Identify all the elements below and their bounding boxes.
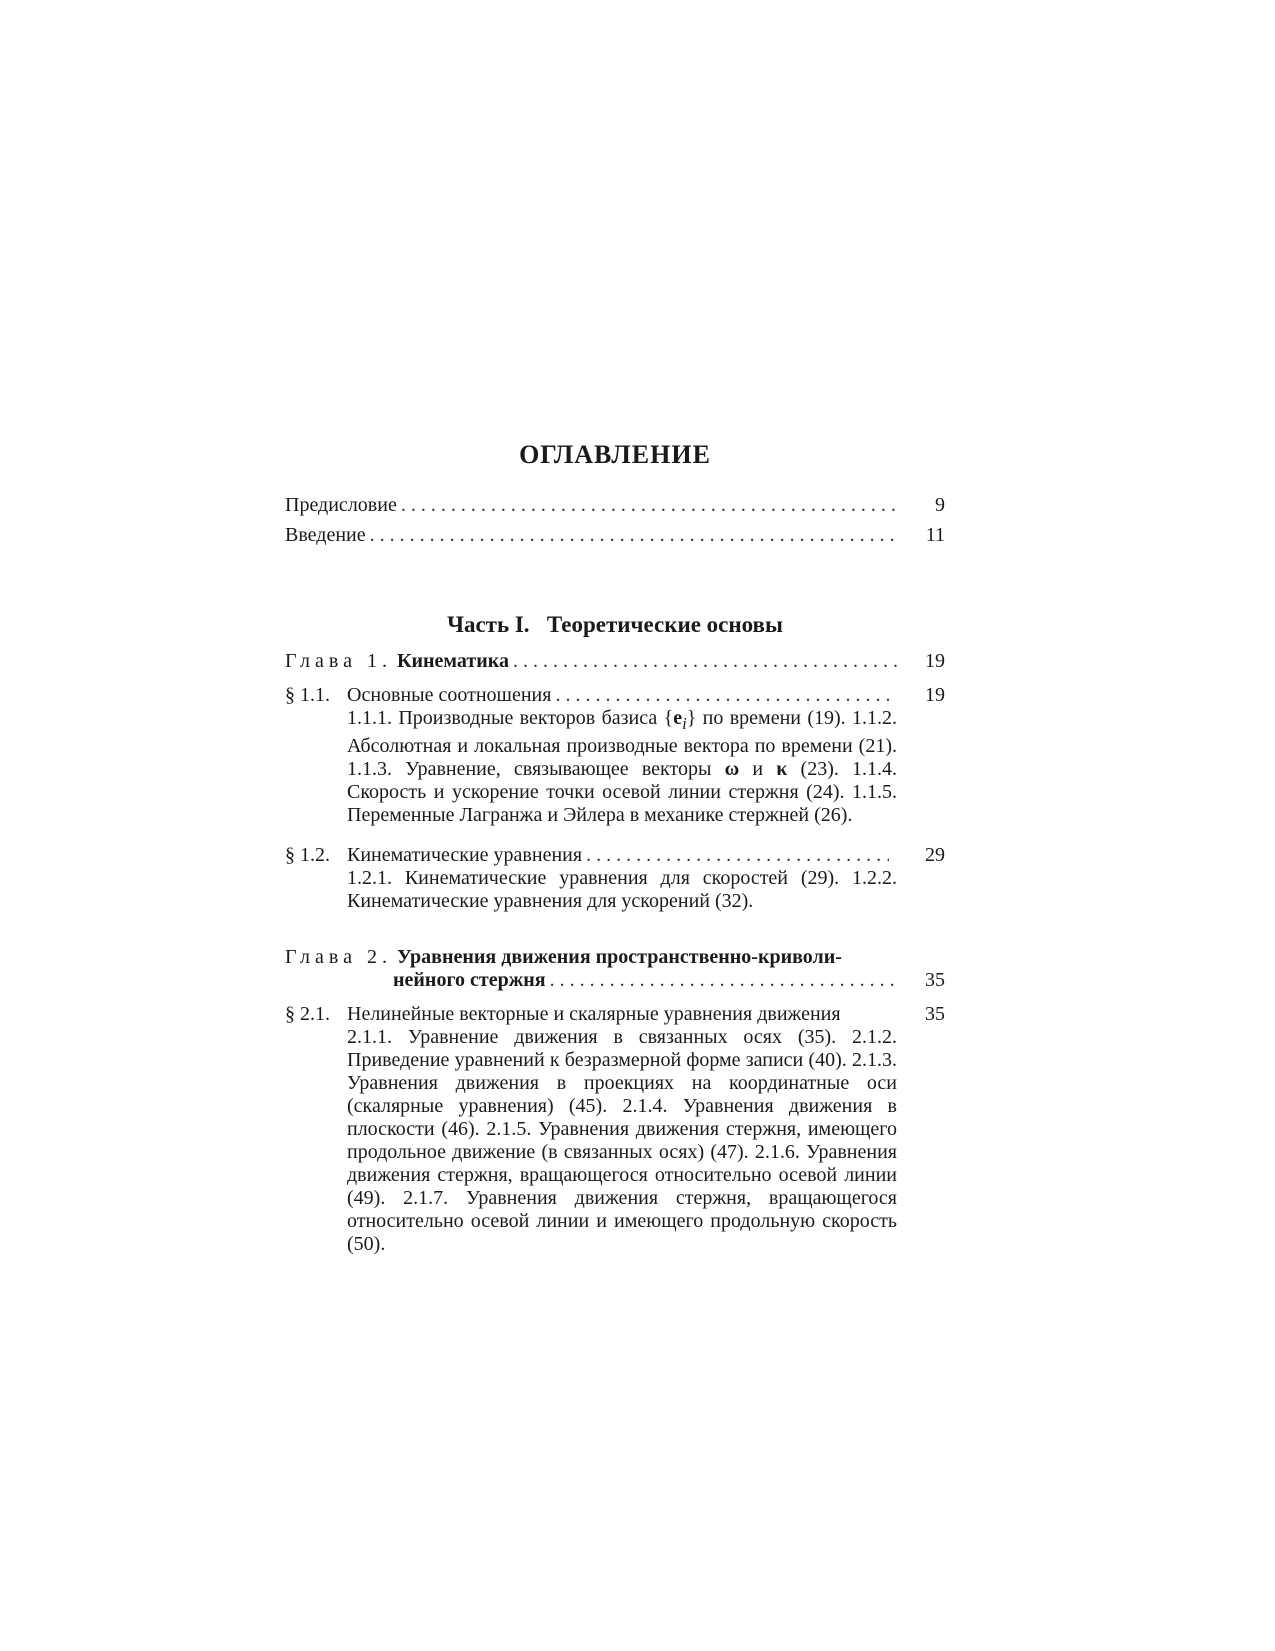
subsection-text: 1.1.1. Производные векторов базиса { (347, 707, 674, 729)
subsection-text: (23). 1.1.4. Скорость и ускорение точки осевой линии стержня (24). 1.1.5. Переменные Лагранжа и Эйлера в механике стержней (26). (347, 758, 898, 826)
chapter-prefix: Глава 1. (285, 650, 392, 672)
chapter-title-line1: Уравнения движения пространственно-криволи- (396, 946, 842, 968)
conjunction: и (752, 758, 764, 780)
entry-label: Введение (285, 524, 366, 546)
toc-section-1-2[interactable] (285, 844, 945, 913)
toc-title: ОГЛАВЛЕНИЕ (519, 440, 711, 469)
section-number: § 1.2. (285, 844, 330, 866)
chapter-prefix: Глава 2. (285, 946, 392, 968)
section-title: Кинематические уравнения (347, 844, 583, 866)
part-number: Часть I. (447, 612, 530, 637)
chapter-title: Кинематика (396, 650, 509, 672)
subsection-list (347, 707, 897, 827)
omega-symbol: ω (724, 758, 740, 780)
subsection-text: } по времени (19). 1.1.2. Абсолютная и локальная производные вектора по времени (21). 1.1.3. Уравнение, связывающее векторы (347, 707, 897, 780)
leader-dots (370, 524, 901, 547)
leader-dots (401, 494, 901, 517)
section-number: § 2.1. (285, 1003, 330, 1025)
leader-dots (586, 844, 889, 867)
subsection-list: 1.2.1. Кинематические уравнения для скоростей (29). 1.2.2. Кинематические уравнения для ускорений (32). (347, 867, 897, 912)
section-page: 29 (925, 844, 945, 866)
basis-index: i (682, 714, 687, 733)
leader-dots (513, 650, 901, 673)
entry-page: 11 (925, 524, 945, 546)
section-page: 19 (925, 684, 945, 706)
part-name: Теоретические основы (546, 612, 783, 637)
entry-page: 35 (925, 969, 945, 991)
section-title: Нелинейные векторные и скалярные уравнения движения (347, 1003, 841, 1025)
leader-dots (555, 684, 889, 707)
subsection-list: 2.1.1. Уравнение движения в связанных осях (35). 2.1.2. Приведение уравнений к безразмерной форме записи (40). 2.1.3. Уравнения движения в проекциях на координатные оси (скалярные уравнения) (45). 2.1.4. Уравнения движения в плоскости (46). 2.1.5. Уравнения движения стержня, имеющего продольное движение (в связанных осях) (47). 2.1.6. Уравнения движения стержня, вращающегося относительно осевой линии (49). 2.1.7. Уравнения движения стержня, вращающегося относительно осевой линии и имеющего продольную скорость (50). (347, 1026, 897, 1255)
entry-label: Предисловие (285, 494, 397, 516)
basis-vector: e (673, 707, 683, 729)
section-title: Основные соотношения (347, 684, 552, 706)
entry-page: 9 (935, 494, 945, 516)
section-page: 35 (925, 1003, 945, 1025)
toc-section-2-1[interactable] (285, 1003, 945, 1256)
section-number: § 1.1. (285, 684, 330, 706)
chapter-title-line2: нейного стержня (393, 969, 546, 991)
part-title (285, 612, 945, 638)
toc-entry-chapter-2[interactable] (285, 946, 945, 992)
toc-entry-chapter-1[interactable] (285, 650, 945, 673)
toc-entry-introduction[interactable] (285, 524, 945, 547)
leader-dots (550, 969, 901, 992)
entry-page: 19 (925, 650, 945, 672)
kappa-symbol: κ (776, 758, 788, 780)
toc-entry-preface[interactable] (285, 494, 945, 517)
toc-section-1-1[interactable] (285, 684, 945, 827)
